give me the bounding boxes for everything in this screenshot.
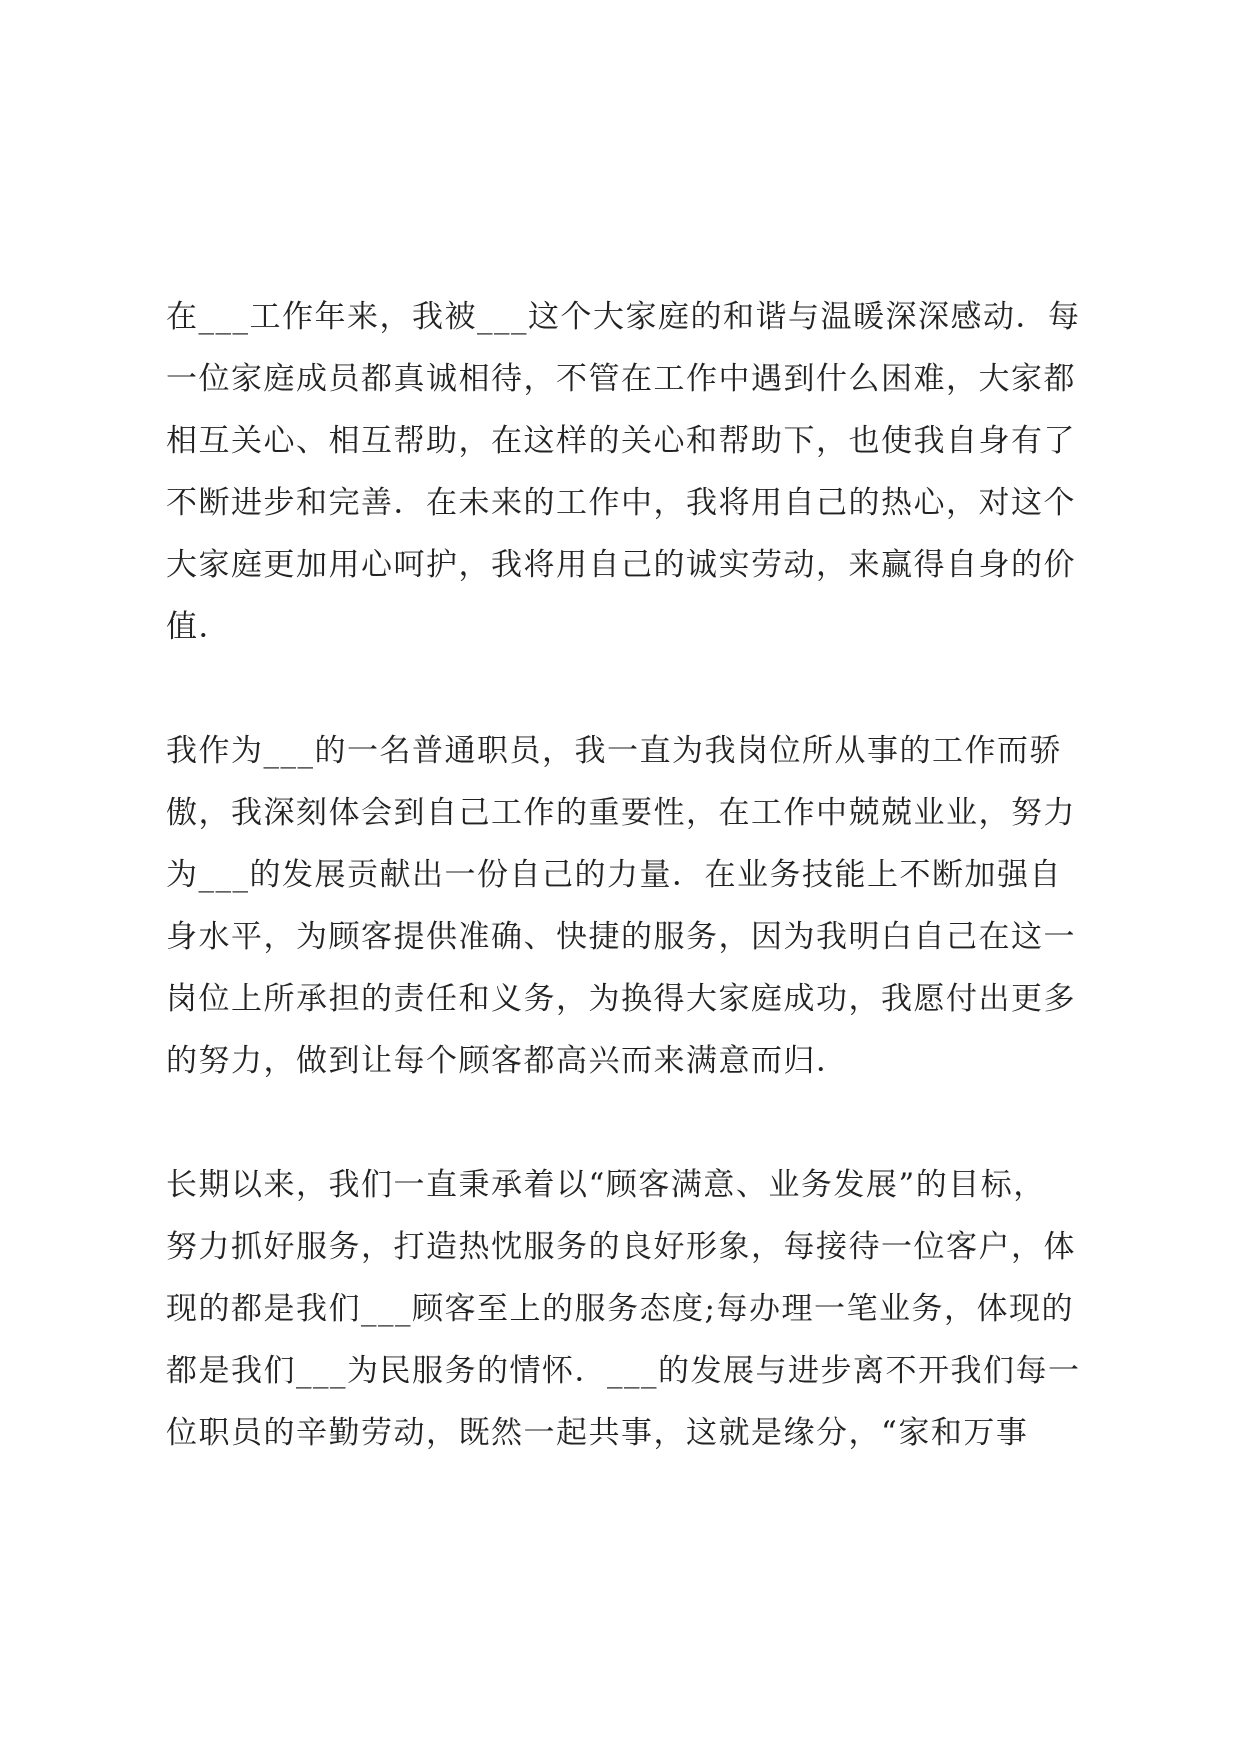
text-line: 不断进步和完善．在未来的工作中，我将用自己的热心，对这个 [166,485,1076,521]
text-line: 一位家庭成员都真诚相待，不管在工作中遇到什么困难，大家都 [166,361,1076,397]
text-line: 长期以来，我们一直秉承着以“顾客满意、业务发展”的目标， [166,1167,1046,1203]
paragraph-spacer [166,1092,1098,1154]
text-line: 都是我们___为民服务的情怀．___的发展与进步离不开我们每一 [166,1353,1081,1389]
text-line: 努力抓好服务，打造热忱服务的良好形象，每接待一位客户，体 [166,1229,1076,1265]
paragraph-2 [166,720,1098,1092]
text-line: 现的都是我们___顾客至上的服务态度;每办理一笔业务，体现的 [166,1291,1074,1327]
text-line: 位职员的辛勤劳动，既然一起共事，这就是缘分，“家和万事 [166,1415,1029,1451]
text-line: 的努力，做到让每个顾客都高兴而来满意而归． [166,1043,849,1079]
document-body [166,286,1098,1464]
text-line: 值． [166,609,231,645]
text-line: 在___工作年来，我被___这个大家庭的和谐与温暖深深感动．每 [166,299,1081,335]
text-line: 身水平，为顾客提供准确、快捷的服务，因为我明白自己在这一 [166,919,1076,955]
paragraph-3 [166,1154,1098,1464]
paragraph-spacer [166,658,1098,720]
paragraph-1 [166,286,1098,658]
text-line: 大家庭更加用心呵护，我将用自己的诚实劳动，来赢得自身的价 [166,547,1076,583]
text-line: 我作为___的一名普通职员，我一直为我岗位所从事的工作而骄 [166,733,1062,769]
text-line: 傲，我深刻体会到自己工作的重要性，在工作中兢兢业业，努力 [166,795,1076,831]
text-line: 相互关心、相互帮助，在这样的关心和帮助下，也使我自身有了 [166,423,1076,459]
text-line: 岗位上所承担的责任和义务，为换得大家庭成功，我愿付出更多 [166,981,1076,1017]
text-line: 为___的发展贡献出一份自己的力量．在业务技能上不断加强自 [166,857,1062,893]
